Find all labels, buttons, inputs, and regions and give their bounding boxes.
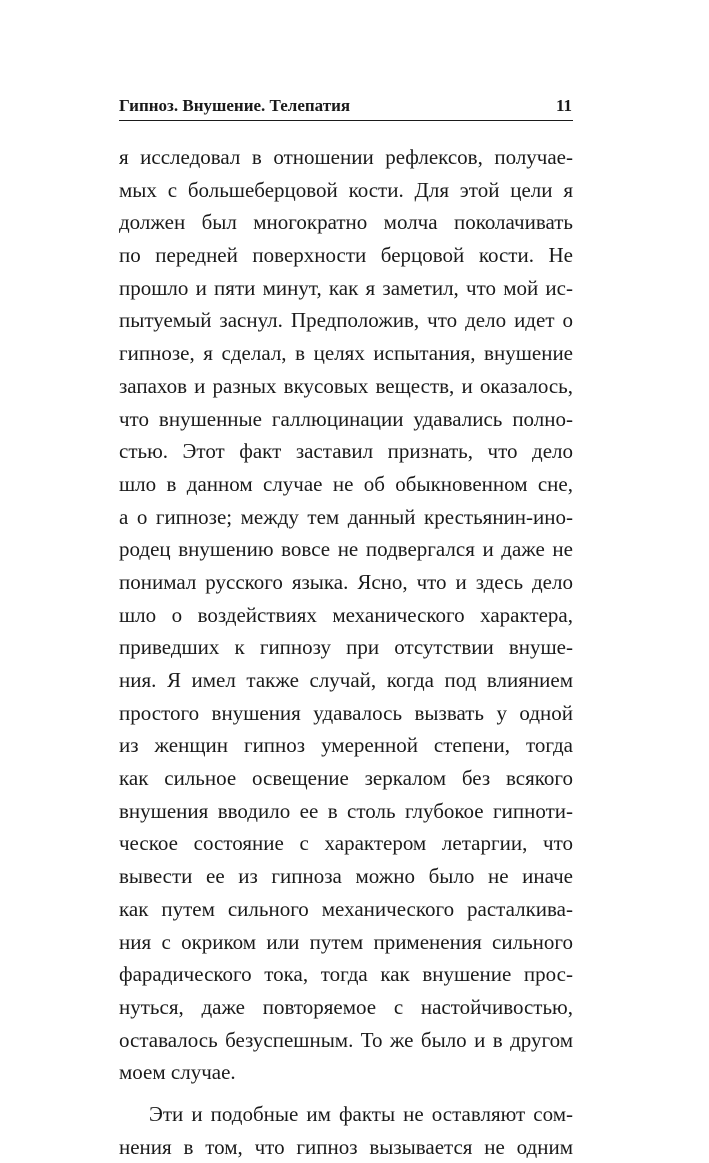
text-line: запахов и разных вкусовых веществ, и оказалось, (119, 373, 573, 398)
text-line: как сильное освещение зеркалом без всякого (119, 766, 573, 791)
text-line: нуться, даже повторяемое с настойчивостью, (119, 994, 573, 1019)
text-line: понимал русского языка. Ясно, что и здесь дело (119, 569, 573, 594)
text-line: прошло и пяти минут, как я заметил, что мой ис- (119, 275, 573, 300)
text-line: должен был многократно молча поколачивать (119, 210, 573, 235)
page-number: 11 (555, 96, 572, 115)
text-line: ния с окриком или путем применения сильного (119, 929, 573, 954)
text-line: гипнозе, я сделал, в целях испытания, внушение (119, 341, 573, 366)
paragraph-gap (119, 1089, 573, 1098)
text-line: я исследовал в отношении рефлексов, получае- (119, 145, 573, 169)
text-line: внушения вводило ее в столь глубокое гипноти- (119, 798, 573, 823)
text-line: ческое состояние с характером летаргии, что (119, 831, 573, 856)
text-line: родец внушению вовсе не подвергался и даже не (119, 537, 573, 562)
text-line: простого внушения удавалось вызвать у одной (119, 700, 573, 725)
text-line: приведших к гипнозу при отсутствии внуше- (119, 635, 573, 660)
paragraph-1 (119, 141, 573, 1089)
text-line: из женщин гипноз умеренной степени, тогда (119, 733, 573, 758)
text-line: ния. Я имел также случай, когда под влиянием (119, 668, 573, 692)
text-line: что внушенные галлюцинации удавались полно- (119, 406, 573, 431)
text-line: мых с большеберцовой кости. Для этой цели я (119, 177, 573, 202)
text-line: фарадического тока, тогда как внушение прос- (119, 962, 573, 987)
text-line: стью. Этот факт заставил признать, что дело (119, 439, 573, 464)
text-line: нения в том, что гипноз вызывается не одним (119, 1134, 573, 1159)
text-line: оставалось безуспешным. То же было и в другом (119, 1027, 573, 1052)
text-line: вывести ее из гипноза можно было не иначе (119, 864, 573, 889)
text-line: по передней поверхности берцовой кости. Не (119, 243, 573, 268)
paragraph-2 (119, 1098, 573, 1163)
body-text (119, 141, 573, 1163)
text-line: моем случае. (119, 1060, 236, 1085)
text-line: Эти и подобные им факты не оставляют сом- (149, 1101, 573, 1126)
header-title: Гипноз. Внушение. Телепатия (119, 96, 351, 115)
text-line: шло в данном случае не об обыкновенном сне, (119, 471, 573, 496)
text-line: шло о воздействиях механического характера, (119, 602, 573, 627)
running-header (119, 96, 573, 121)
text-line: как путем сильного механического расталкива- (119, 896, 573, 921)
text-line: а о гипнозе; между тем данный крестьянин-ино- (119, 504, 573, 529)
text-line: пытуемый заснул. Предположив, что дело идет о (119, 308, 573, 333)
